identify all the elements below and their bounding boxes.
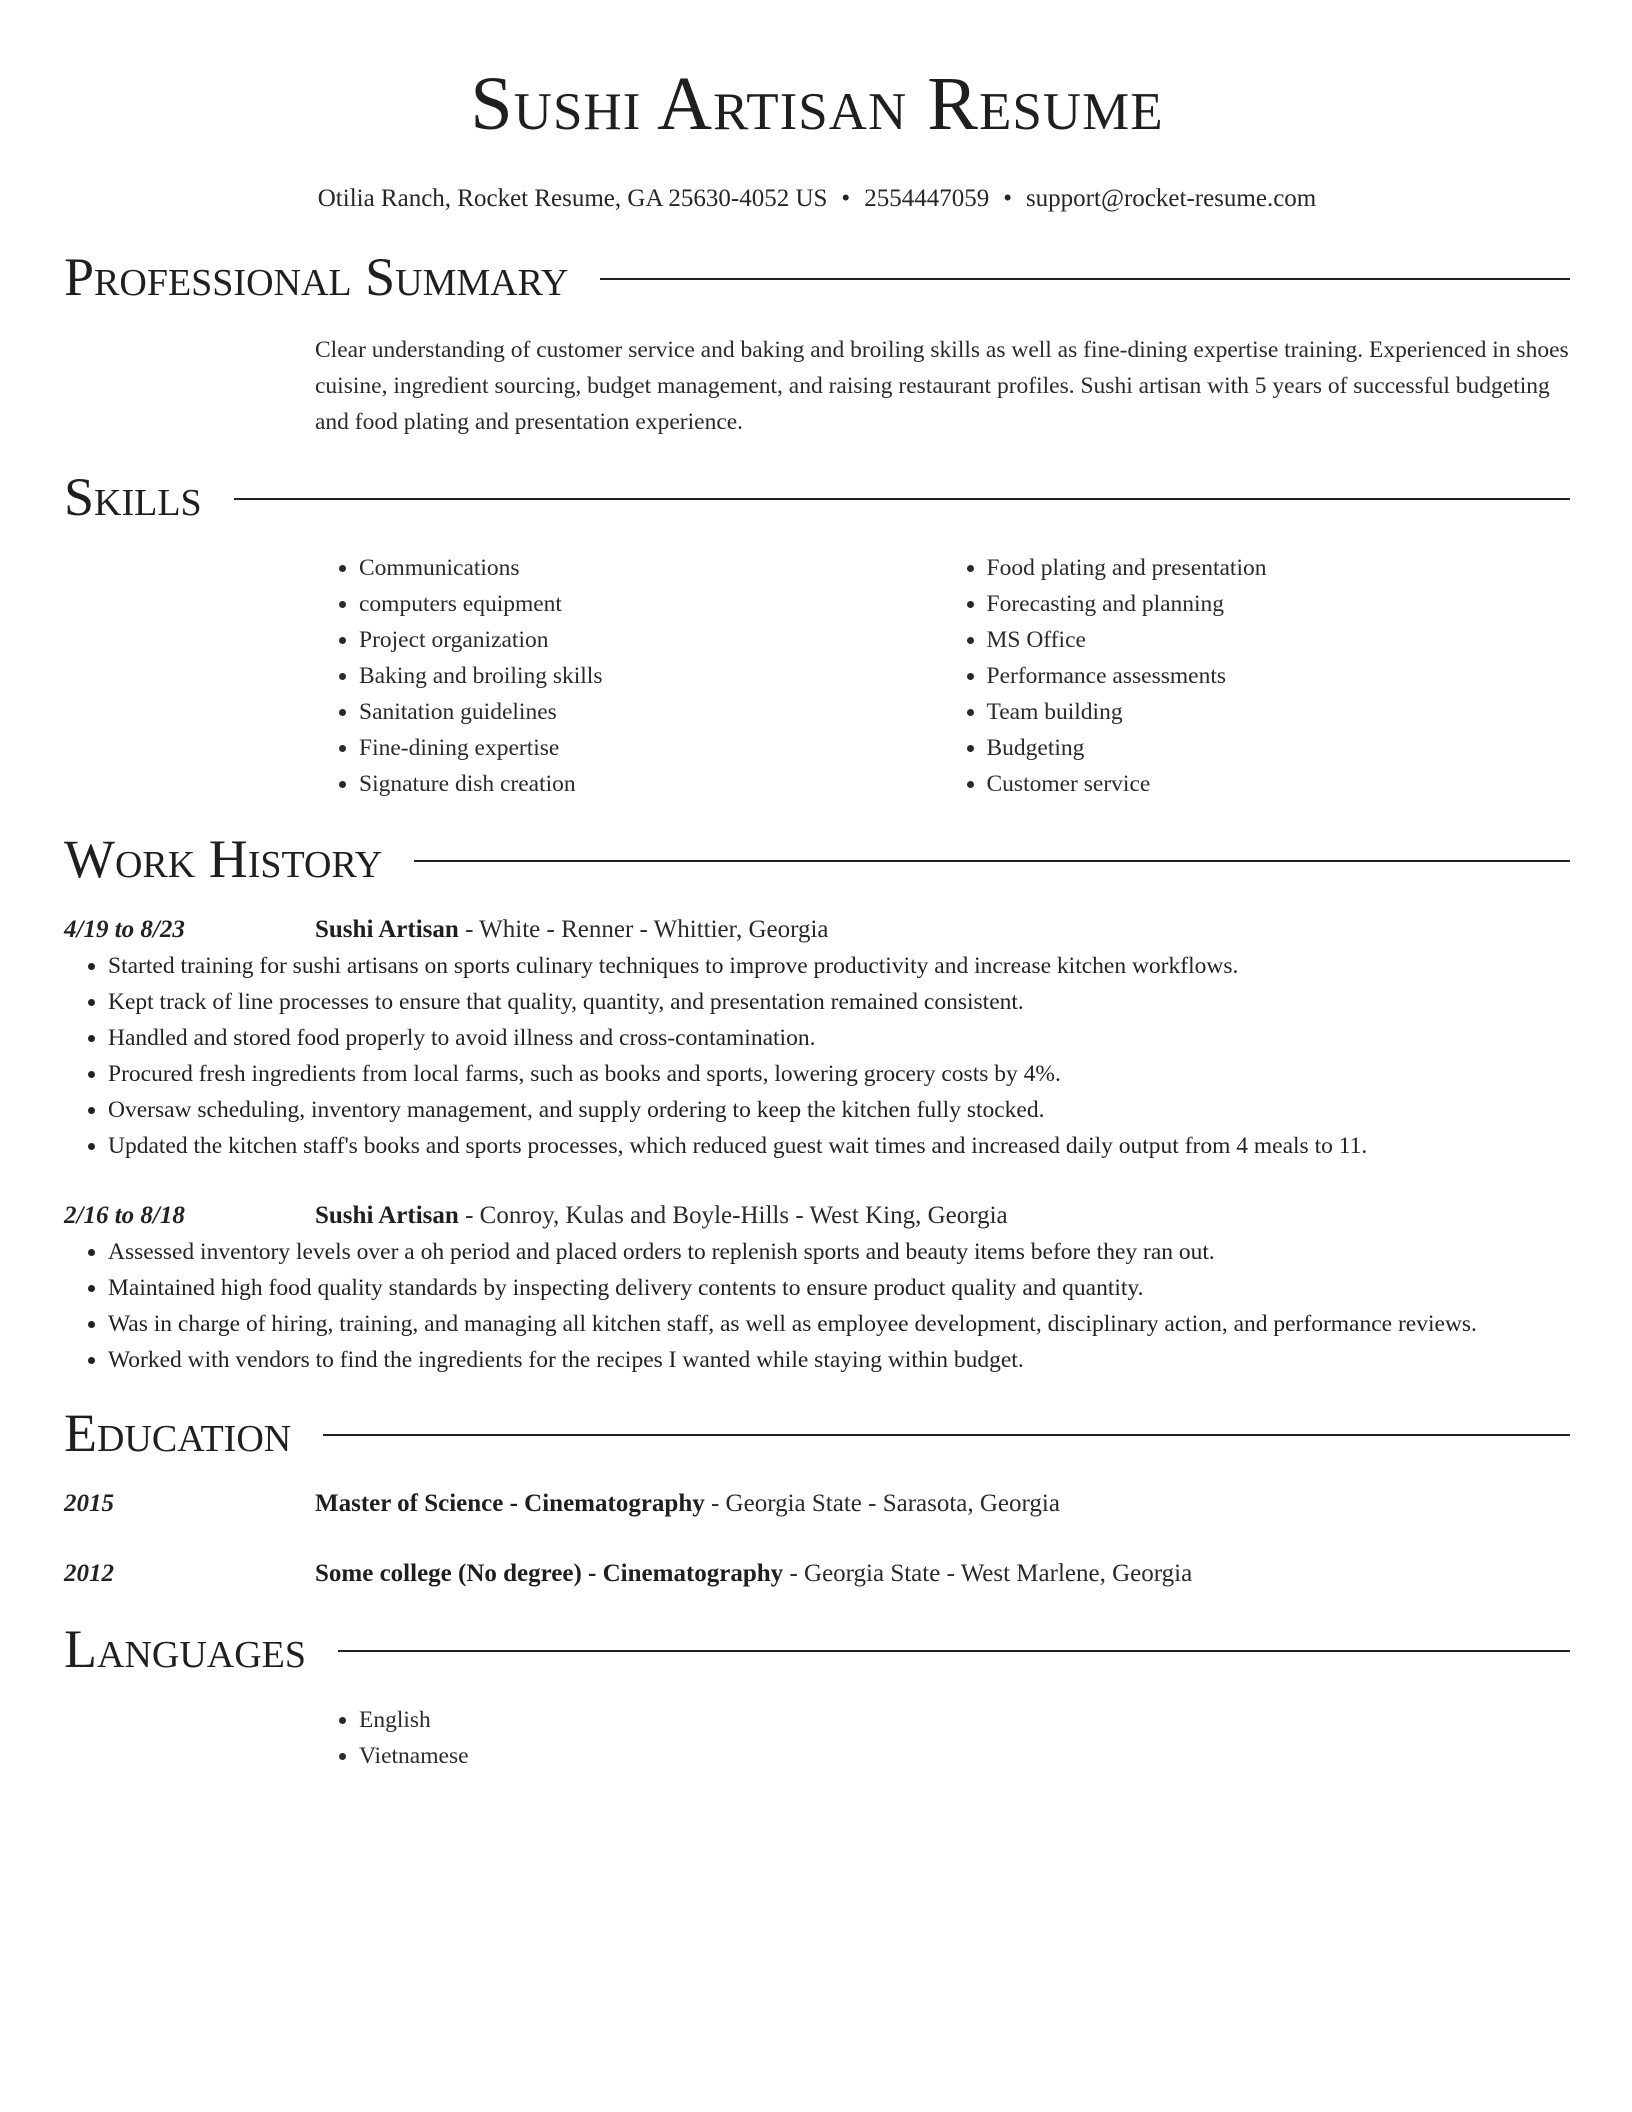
education-section-header — [64, 1400, 1570, 1466]
education-year: 2015 — [64, 1490, 114, 1517]
job-entry — [64, 1198, 1570, 1378]
education-degree: Some college (No degree) - Cinematography — [315, 1560, 784, 1587]
skills-section-header — [64, 464, 1570, 530]
languages-section-header — [64, 1616, 1570, 1682]
job-header — [64, 912, 1570, 948]
skill-item: • Forecasting and planning — [987, 586, 1571, 622]
skill-item: • Sanitation guidelines — [359, 694, 943, 730]
work-section-header — [64, 826, 1570, 892]
skill-item: • Team building — [987, 694, 1571, 730]
education-details — [315, 1486, 1060, 1522]
education-details — [315, 1556, 1192, 1592]
resume-page — [64, 0, 1570, 1774]
education-school: - Georgia State - Sarasota, Georgia — [704, 1490, 1060, 1517]
skill-item: • Customer service — [987, 766, 1571, 802]
education-entry — [64, 1486, 1570, 1522]
languages-heading: Languages — [64, 1619, 306, 1679]
job-bullet: • Assessed inventory levels over a oh period and placed orders to replenish sports and beauty items before they ran out. — [108, 1234, 1570, 1270]
language-item: • Vietnamese — [359, 1738, 1570, 1774]
skill-item: • Performance assessments — [987, 658, 1571, 694]
section-divider — [338, 1650, 1570, 1652]
education-heading: Education — [64, 1403, 292, 1463]
job-bullet: • Started training for sushi artisans on sports culinary techniques to improve productivity and increase kitchen workflows. — [108, 948, 1570, 984]
skill-item: • Baking and broiling skills — [359, 658, 943, 694]
contact-line — [64, 184, 1570, 214]
summary-heading: Professional Summary — [64, 247, 569, 307]
summary-text: Clear understanding of customer service and baking and broiling skills as well as fine-dining expertise training. Experienced in shoes cuisine, ingredient sourcing, budget management, and raising restaurant profiles. Sushi artisan with 5 years of successful budgeting and food plating and presentation experience. — [315, 337, 1569, 435]
contact-address: Otilia Ranch, Rocket Resume, GA 25630-4052 US — [317, 185, 828, 212]
contact-phone: 2554447059 — [864, 185, 990, 212]
education-entry — [64, 1556, 1570, 1592]
education-year: 2012 — [64, 1560, 114, 1587]
skills-heading: Skills — [64, 467, 202, 527]
skills-list — [315, 550, 1570, 802]
work-heading: Work History — [64, 829, 383, 889]
skill-item: • Project organization — [359, 622, 943, 658]
contact-email: support@rocket-resume.com — [1025, 185, 1317, 212]
job-bullets — [64, 1234, 1570, 1378]
job-employer: - White - Renner - Whittier, Georgia — [458, 916, 829, 943]
section-divider — [323, 1434, 1570, 1436]
job-bullet: • Updated the kitchen staff's books and sports processes, which reduced guest wait times and increased daily output from 4 meals to 11. — [108, 1128, 1570, 1164]
job-bullet: • Oversaw scheduling, inventory management, and supply ordering to keep the kitchen fully stocked. — [108, 1092, 1570, 1128]
job-bullet: • Kept track of line processes to ensure that quality, quantity, and presentation remained consistent. — [108, 984, 1570, 1020]
education-degree: Master of Science - Cinematography — [315, 1490, 705, 1517]
job-title: Sushi Artisan — [315, 916, 459, 943]
language-item: • English — [359, 1702, 1570, 1738]
section-divider — [600, 278, 1570, 280]
job-header — [64, 1198, 1570, 1234]
skill-item: • Communications — [359, 550, 943, 586]
job-bullet: • Worked with vendors to find the ingredients for the recipes I wanted while staying within budget. — [108, 1342, 1570, 1378]
skill-item: • Fine-dining expertise — [359, 730, 943, 766]
contact-separator: • — [841, 185, 851, 212]
job-entry — [64, 912, 1570, 1164]
skill-item: • Signature dish creation — [359, 766, 943, 802]
languages-list — [315, 1702, 1570, 1774]
skill-item: • MS Office — [987, 622, 1571, 658]
languages-bullets — [315, 1702, 1570, 1774]
job-bullet: • Maintained high food quality standards by inspecting delivery contents to ensure product quality and quantity. — [108, 1270, 1570, 1306]
job-role — [315, 912, 829, 948]
contact-separator: • — [1003, 185, 1012, 212]
summary-section-header — [64, 244, 1570, 310]
job-bullet: • Handled and stored food properly to avoid illness and cross-contamination. — [108, 1020, 1570, 1056]
job-dates: 4/19 to 8/23 — [64, 916, 185, 943]
education-school: - Georgia State - West Marlene, Georgia — [783, 1560, 1193, 1587]
job-bullet: • Procured fresh ingredients from local farms, such as books and sports, lowering grocery costs by 4%. — [108, 1056, 1570, 1092]
section-divider — [414, 860, 1570, 862]
skills-left-column — [315, 550, 943, 802]
skills-right-column — [943, 550, 1571, 802]
job-bullets — [64, 948, 1570, 1164]
skill-item: • computers equipment — [359, 586, 943, 622]
job-bullet: • Was in charge of hiring, training, and managing all kitchen staff, as well as employee development, disciplinary action, and performance reviews. — [108, 1306, 1570, 1342]
job-title: Sushi Artisan — [315, 1202, 459, 1229]
job-employer: - Conroy, Kulas and Boyle-Hills - West King, Georgia — [458, 1202, 1008, 1229]
section-divider — [234, 498, 1570, 500]
job-role — [315, 1198, 1008, 1234]
job-dates: 2/16 to 8/18 — [64, 1202, 185, 1229]
resume-title: Sushi Artisan Resume — [470, 62, 1164, 146]
skill-item: • Food plating and presentation — [987, 550, 1571, 586]
skill-item: • Budgeting — [987, 730, 1571, 766]
